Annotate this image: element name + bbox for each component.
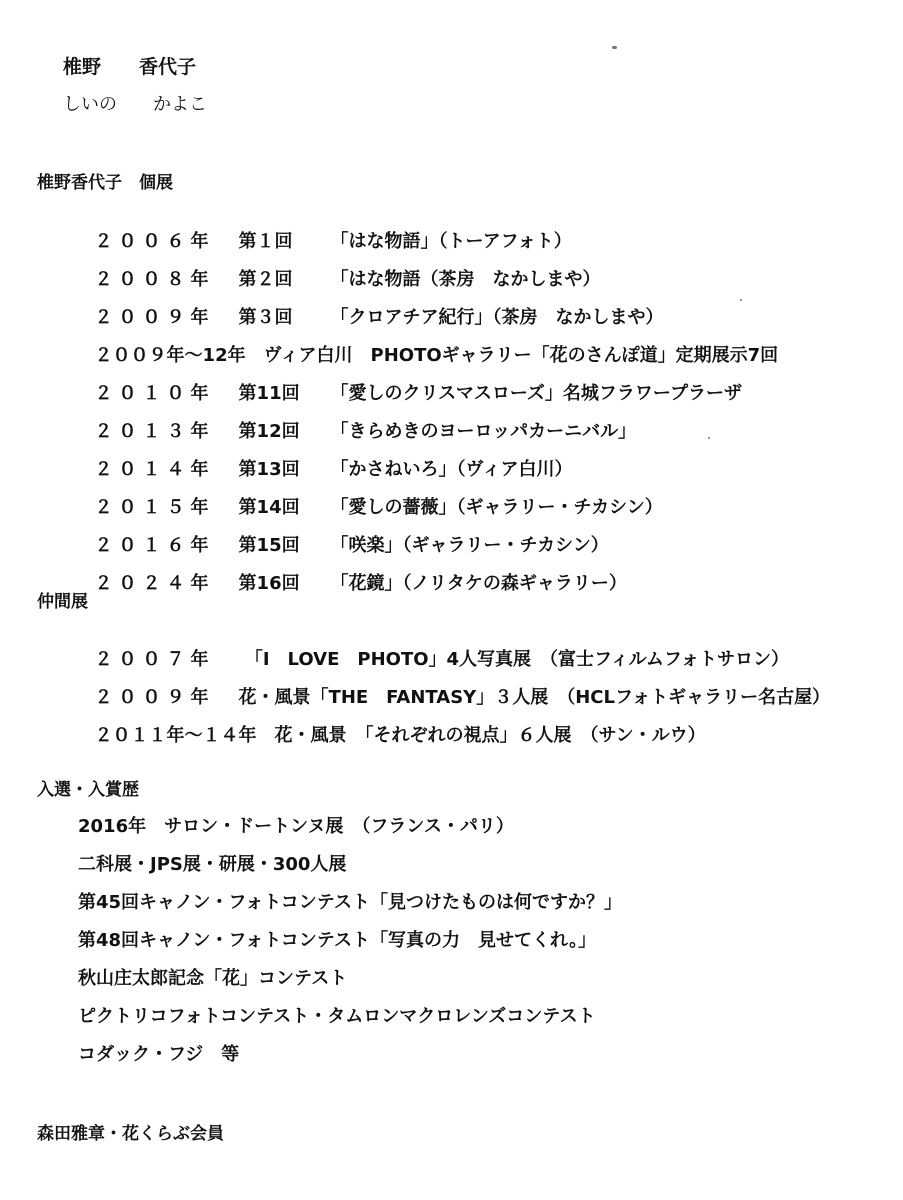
artist-name: 椎野 香代子 (63, 56, 197, 78)
exhibition-number: 第12回 (238, 421, 300, 442)
award-item: 2016年 サロン・ドートンヌ展 （フランス・パリ） (78, 816, 514, 837)
award-item: コダック・フジ 等 (78, 1044, 240, 1065)
award-item: ピクトリコフォトコンテスト・タムロンマクロレンズコンテスト (78, 1006, 596, 1027)
exhibition-number: 第15回 (238, 535, 300, 556)
scan-speck (708, 437, 710, 439)
exhibition-year: ２０１４年 (94, 459, 215, 480)
exhibition-year: ２００７年 (94, 649, 215, 670)
solo-exhibitions-heading: 椎野香代子 個展 (37, 173, 173, 193)
exhibition-year: ２０１３年 (94, 421, 215, 442)
scan-speck (612, 46, 617, 49)
exhibition-number: 第14回 (238, 497, 300, 518)
exhibition-number: 第１回 (238, 231, 293, 252)
award-item: 秋山庄太郎記念「花」コンテスト (78, 968, 348, 989)
exhibition-year: ２００６年 (94, 231, 215, 252)
artist-name-kana: しいの かよこ (63, 94, 207, 115)
exhibition-title: 「咲楽」（ギャラリー・チカシン） (330, 535, 609, 556)
solo-exhibition-row (82, 548, 627, 596)
exhibition-year: ２００９年 (94, 307, 215, 328)
exhibition-year: ２０１０年 (94, 383, 215, 404)
exhibition-line: ２０１１年～１４年 花・風景 「それぞれの視点」６人展 （サン・ルウ） (94, 725, 706, 746)
exhibition-year: ２０１６年 (94, 535, 215, 556)
exhibition-title: 「はな物語」（トーアフォト） (330, 231, 572, 252)
group-exhibition-row (82, 700, 706, 748)
award-item: 第45回キャノン・フォトコンテスト「見つけたものは何ですか？」 (78, 892, 622, 913)
exhibition-title: 花・風景「THE FANTASY」３人展 （HCLフォトギャラリー名古屋） (238, 687, 831, 708)
exhibition-year: ２００９年 (94, 687, 215, 708)
exhibition-title: 「クロアチア紀行」（茶房 なかしまや） (330, 307, 664, 328)
exhibition-year: ２０２４年 (94, 573, 215, 594)
group-exhibitions-heading: 仲間展 (37, 592, 88, 612)
membership-text: 森田雅章・花くらぶ会員 (37, 1124, 224, 1144)
exhibition-number: 第11回 (238, 383, 300, 404)
exhibition-year: ２００８年 (94, 269, 215, 290)
exhibition-title: 「愛しのクリスマスローズ」名城フラワープラーザ (330, 383, 743, 404)
exhibition-title: 「きらめきのヨーロッパカーニバル」 (330, 421, 637, 442)
exhibition-title: 「I LOVE PHOTO」4人写真展 （富士フィルムフォトサロン） (238, 649, 789, 670)
award-item: 第48回キャノン・フォトコンテスト「写真の力 見せてくれ。」 (78, 930, 597, 951)
scan-speck (740, 299, 742, 301)
exhibition-number: 第３回 (238, 307, 293, 328)
award-item: 二科展・JPS展・研展・300人展 (78, 854, 347, 875)
awards-heading: 入選・入賞歴 (37, 780, 139, 800)
exhibition-year: ２０１５年 (94, 497, 215, 518)
exhibition-number: 第13回 (238, 459, 300, 480)
exhibition-title: 「花鏡」（ノリタケの森ギャラリー） (330, 573, 627, 594)
exhibition-number: 第２回 (238, 269, 293, 290)
exhibition-title: 「かさねいろ」（ヴィア白川） (330, 459, 573, 480)
exhibition-title: 「愛しの薔薇」（ギャラリー・チカシン） (330, 497, 663, 518)
exhibition-title: 「はな物語（茶房 なかしまや） (330, 269, 601, 290)
exhibition-number: 第16回 (238, 573, 300, 594)
exhibition-line: ２００９年～12年 ヴィア白川 PHOTOギャラリー「花のさんぽ道」定期展示7回 (94, 345, 779, 366)
